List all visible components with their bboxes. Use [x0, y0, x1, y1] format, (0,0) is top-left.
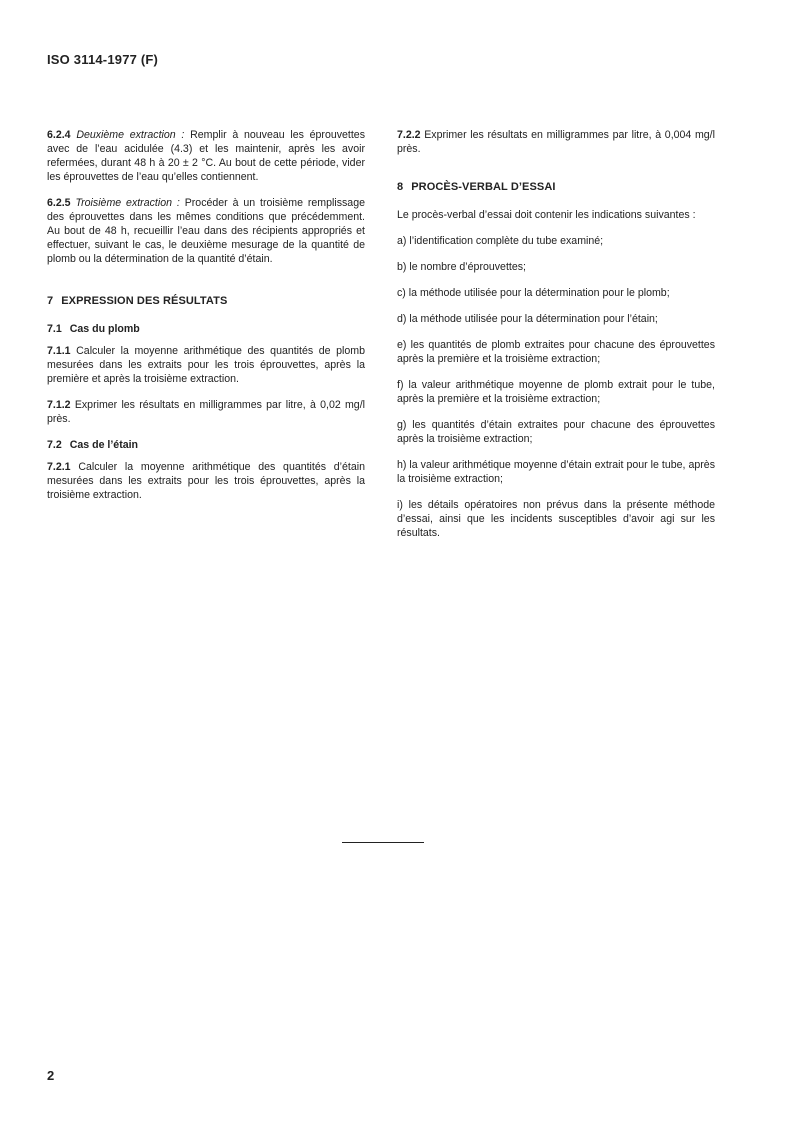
report-intro: Le procès-verbal d’essai doit contenir les indications suivantes :: [397, 209, 696, 221]
clause-title: Deuxième extraction :: [76, 129, 185, 141]
section-8-heading: [397, 180, 715, 194]
subsection-number: 7.1: [47, 323, 62, 335]
subsection-title: Cas de l’étain: [69, 439, 139, 451]
clause-text: Exprimer les résultats en milligrammes par litre, à 0,004 mg/l près.: [397, 129, 715, 155]
subsection-7-2-heading: [47, 438, 365, 452]
clause-text: Calculer la moyenne arithmétique des quantités de plomb mesurées dans les extraits pour les trois éprouvettes, après la première et après la troisième extraction.: [47, 345, 365, 385]
clause-7-1-2: [47, 398, 365, 426]
list-item: d) la méthode utilisée pour la détermination pour l’étain;: [397, 313, 658, 325]
section-number: 7: [47, 295, 54, 307]
list-item: i) les détails opératoires non prévus dans la présente méthode d’essai, ainsi que les incidents susceptibles d’avoir agi sur les résultats.: [397, 499, 715, 539]
clause-number: 7.2.1: [47, 461, 71, 473]
clause-number: 7.1.1: [47, 345, 71, 357]
clause-number: 7.1.2: [47, 399, 71, 411]
clause-number: 6.2.4: [47, 129, 71, 141]
list-item: c) la méthode utilisée pour la détermination pour le plomb;: [397, 287, 670, 299]
clause-title: Troisième extraction :: [75, 197, 180, 209]
clause-text: Calculer la moyenne arithmétique des quantités d’étain mesurées dans les extraits pour les trois éprouvettes, après la troisième extraction.: [47, 461, 365, 501]
clause-number: 7.2.2: [397, 129, 421, 141]
list-item: e) les quantités de plomb extraites pour chacune des éprouvettes après la première et la troisième extraction;: [397, 339, 715, 365]
section-title: EXPRESSION DES RÉSULTATS: [61, 295, 228, 307]
right-column: [397, 128, 715, 552]
subsection-7-1-heading: [47, 322, 365, 336]
page-number: 2: [47, 1068, 55, 1083]
report-items-list: [397, 234, 715, 540]
document-code: ISO 3114-1977 (F): [47, 52, 159, 67]
list-item: h) la valeur arithmétique moyenne d’étain extrait pour le tube, après la troisième extraction;: [397, 459, 715, 485]
end-rule: [342, 842, 424, 843]
clause-text: Remplir à nouveau les éprouvettes avec de l’eau acidulée (4.3) et les maintenir, après les avoir refermées, durant 48 h à 20 ± 2 °C. Au bout de cette période, vider les éprouvettes de l’eau qu’elles contiennent.: [47, 129, 365, 183]
clause-6-2-4: [47, 128, 365, 184]
list-item: g) les quantités d’étain extraites pour chacune des éprouvettes après la troisième extraction;: [397, 419, 715, 445]
clause-number: 6.2.5: [47, 197, 71, 209]
clause-7-2-2: [397, 128, 715, 156]
clause-text: Procéder à un troisième remplissage des éprouvettes dans les mêmes conditions que précédemment. Au bout de 48 h, recueillir l’eau dans des récipients appropriés et effectuer, suivant le cas, le deuxième mesurage de la quantité de plomb ou la détermination de la quantité d’étain.: [47, 197, 365, 265]
list-item: a) l’identification complète du tube examiné;: [397, 235, 604, 247]
list-item: f) la valeur arithmétique moyenne de plomb extrait pour le tube, après la première et la troisième extraction;: [397, 379, 715, 405]
section-title: PROCÈS-VERBAL D’ESSAI: [411, 181, 556, 193]
section-7-heading: [47, 294, 365, 308]
left-column: [47, 128, 365, 514]
clause-7-1-1: [47, 344, 365, 386]
list-item: b) le nombre d’éprouvettes;: [397, 261, 526, 273]
section-number: 8: [397, 181, 404, 193]
subsection-number: 7.2: [47, 439, 62, 451]
clause-text: Exprimer les résultats en milligrammes par litre, à 0,02 mg/l près.: [47, 399, 365, 425]
subsection-title: Cas du plomb: [69, 323, 140, 335]
clause-6-2-5: [47, 196, 365, 266]
clause-7-2-1: [47, 460, 365, 502]
